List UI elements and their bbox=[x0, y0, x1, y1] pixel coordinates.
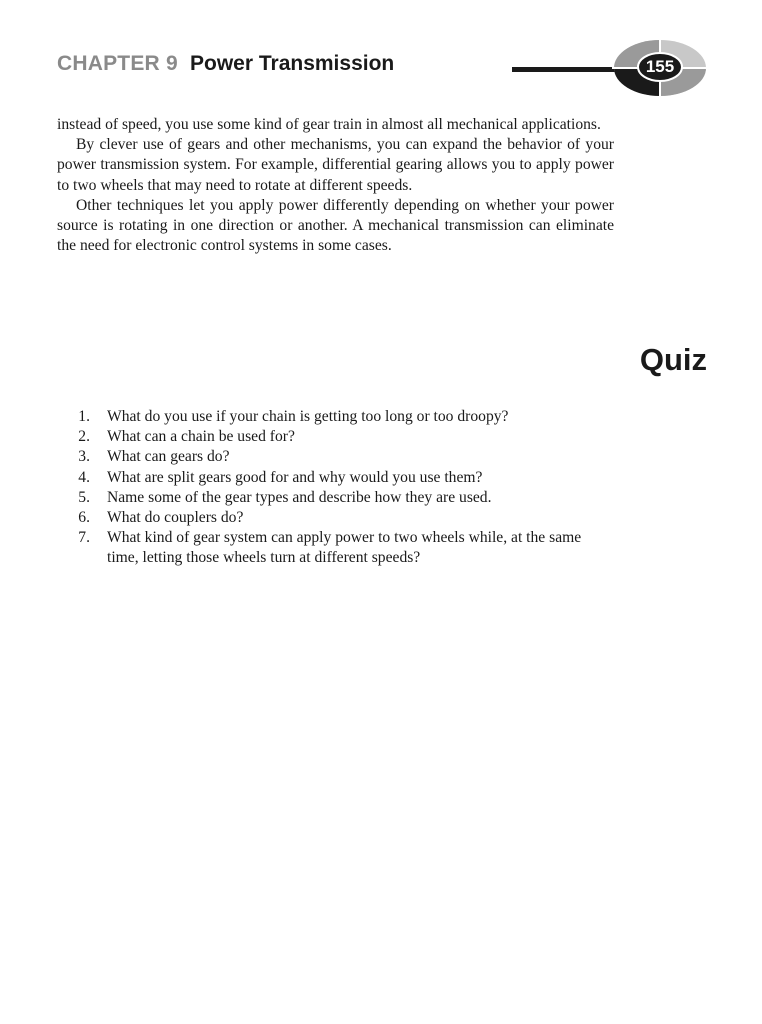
paragraph-2: By clever use of gears and other mechanisms, you can expand the behavior of your power transmission system. For example, differential gearing allows you to apply power to two wheels that may need to rotate at different speeds. bbox=[57, 136, 614, 194]
quiz-heading: Quiz bbox=[639, 342, 707, 377]
question-number: 4. bbox=[78, 468, 90, 486]
question-number: 5. bbox=[78, 488, 90, 506]
quiz-question bbox=[57, 407, 614, 427]
question-text: What can a chain be used for? bbox=[107, 428, 295, 446]
quiz-question bbox=[57, 427, 614, 447]
question-text: What do couplers do? bbox=[107, 509, 244, 527]
paragraph-1: instead of speed, you use some kind of gear train in almost all mechanical applications. bbox=[57, 116, 601, 133]
question-text: What can gears do? bbox=[107, 448, 230, 466]
header-rule bbox=[512, 67, 622, 72]
question-text: What do you use if your chain is getting too long or too droopy? bbox=[107, 408, 509, 425]
question-number: 7. bbox=[78, 529, 90, 547]
question-number: 2. bbox=[78, 428, 90, 446]
quiz-question bbox=[57, 508, 614, 528]
question-text: What are split gears good for and why would you use them? bbox=[107, 468, 483, 486]
quiz-question bbox=[57, 447, 614, 467]
chapter-label: CHAPTER 9 bbox=[57, 52, 178, 75]
page-number: 155 bbox=[645, 57, 675, 76]
quiz-question bbox=[57, 528, 614, 568]
question-number: 3. bbox=[78, 448, 90, 466]
question-number: 1. bbox=[78, 408, 90, 425]
quiz-question bbox=[57, 488, 614, 508]
question-number: 6. bbox=[78, 509, 90, 527]
quiz-questions bbox=[57, 407, 614, 569]
chapter-title: Power Transmission bbox=[190, 52, 395, 75]
question-text: Name some of the gear types and describe how they are used. bbox=[107, 488, 492, 506]
body-text bbox=[57, 115, 614, 256]
question-text: What kind of gear system can apply power to two wheels while, at the same time, letting those wheels turn at different speeds? bbox=[107, 529, 582, 567]
paragraph-3: Other techniques let you apply power differently depending on whether your power source is rotating in one direction or another. A mechanical transmission can eliminate the need for electronic control systems in some cases. bbox=[57, 196, 614, 255]
quiz-question bbox=[57, 468, 614, 488]
